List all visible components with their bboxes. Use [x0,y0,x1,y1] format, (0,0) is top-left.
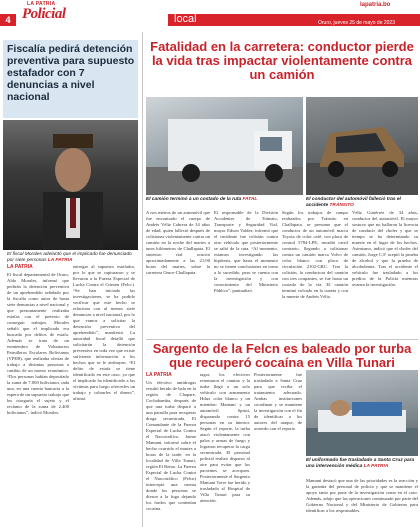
right-col-4: Véliz Gutiérrez de 34 años, conductor del automóvil. El mayor sostuvo que no hallaron la licencia de conducir del chofer y que se tiempo se ha determinado su muerte en el lugar de los hechos. Asimismo, indicó que el chofer del camión, Jorge C.F. aceptó la prueba de alcohol y que la prueba de alcoholemia. Tras el accidente el vehículo fue trasladado a los predios de la Policía mientras avanza la investigación. [352,210,418,287]
truck-caption-text: El camión terminó a un costado de la ruta [146,197,242,202]
prosecutor-photo-icon [3,120,138,250]
right-col-1: A nos metros de un automóvil que fue encontrado el cuerpo de Andrés Véliz Cabrera de 34 años de edad, quien falleció después de colisionar violentamente contra un camión en la noche del martes a unos kilómetros de Challapata. El siniestro vial ocurrió aproximadamente a las 21:00 horas del martes, sobre la carretera Oruro-Challapata. [146,210,210,275]
section-divider [146,339,418,340]
left-col-1: El fiscal departamental de Oruro, Aldo Morales, informó que pedirán la detención preventiva de un aprehendido señalado por la fiscalía como autor de hasta siete denuncias a nivel nacional y que presuntamente realizaba estafas con el pretexto de conseguir trabajos. Morales señaló que el implicado era buscado por delitos de estafa. Además se trata de un exmiembro de Voluntarios Patrulleros Escolares Bolivianos (VPEB), que realizaba ofertas de trabajo a distintas personas a cambio de un monto económico. “Dos personas habían depositado la suma de 7.000 bolivianos cada una, en una cuenta bancaria a la espera de un supuesto trabajo que les otorgaría el sujeto y el reclamo de la suma de 2.400 bolivianos”, indicó Morales. [7,272,69,415]
left-caption-credit: LA PATRIA [47,258,73,263]
page-number: 4 [0,14,16,26]
car-caption [306,197,418,209]
logo-masthead: LA PATRIA [27,1,56,7]
hospital-caption-text: El uniformado fue trasladado a Santa Cruz para una intervención médica [306,458,415,469]
bottom-col-2: tagor, los efectivos retomaron el camino y la turba llegó a un solo vehículo con armamento Hilux color blanco y un miembro Mamani y un automóvil Sprint, disparando contra 15 personas en su interior. Según el reporte, la turba atacó violentamente con palos y armas de fuego y lograron recuperar la carga secuestrada. El personal policial realizó disparos al aire para evitar que los pacientes se acerquen. Posteriormente el Sargento Mamani Torre fue herido y trasladado al Hospital de Villa Tunari para su atención. [200,372,250,503]
bottom-byline: LA PATRIA [146,372,172,378]
left-caption-text: El fiscal Morales adelantó que el implicado fue denunciado por siete personas [7,252,132,263]
hospital-photo [306,370,418,456]
wrecked-car-icon [306,97,418,195]
dateline: Oruro, jueves 25 de mayo de 2023 [318,20,395,26]
left-byline: LA PATRIA [7,264,33,270]
car-photo [306,97,418,195]
right-col-2: El responsable de la División Accidentes de Tránsito, Transporte y Seguridad Vial, mayor Edson Valdez, informó que el incidente fue colisión contra otro vehículo que posteriormente se salió de la ruta. “Al momento, estamos investigando las hipótesis, que hasta el momento no se tienen conclusiones en torno a lo sucedido, pero se cuenta con la investigación y con conocimiento del Ministerio Público”, puntualizó. [214,210,278,293]
truck-caption [146,197,303,203]
bottom-col-4: Mamani destacó que una de las prioridades es la reacción y la garantía del personal de policía y que se mantiene el apoyo tanto por parte de la investigación como en el caso. Además, adujo que las operaciones continuarán por parte del Gobierno Nacional y del Ministerio de Gobierno para identificar a los responsables. [306,478,418,513]
right-headline: Fatalidad en la carretera: conductor pierde la vida tras impactar violentamente contra un camión [150,39,414,82]
left-photo-caption [7,252,135,264]
left-col-2: entregar al supuesto estafador, por lo que se capturaron y se llevaron a la Fuerza Especial de Lucha Contra el Crimen (Felcc). “Se han iniciado las investigaciones, se ha podido verificar que este hecho se relaciona con al menos siete denuncias a nivel nacional, por lo que vamos a solicitar la detención preventiva del aprehendido”, manifestó. La autoridad fiscal detalló que solicitarán la detención preventiva en toda vez que existe suficiente información a los hechos que se le atribuyen. “El delito de estafa se tiene identificado en este caso, ya que el implicado ha identificado a las víctimas para luego ofrecerles un trabajo y cobrarles el dinero”, afirmó. [73,264,135,401]
truck-caption-credit: FATAL [242,197,258,202]
section-label: local [174,13,197,25]
site-url: lapatria.bo [360,2,391,8]
left-photo [3,120,138,250]
bottom-col-1: Un efectivo antidrogas resultó herido de bala en la región de Chapare, Cochabamba, después de que una turba disparó a una patrulla para recuperar droga secuestrada. El Comandante de la Fuerza Especial de Lucha Contra el Narcotráfico, Jaime Mamani, informó sobre el hecho ocurrido el martes a horas de la tarde, en la localidad de Villa Tunari, región El Reino. La Fuerza Especial de Lucha Contra el Narcotráfico (Felcn) interceptó una cuenta donde los personas se dieron a la fuga dejando los fardos que contenían cocaína. [146,380,196,511]
column-divider [142,32,143,527]
patient-stretcher-icon [306,370,418,456]
hospital-caption-credit: LA PATRIA [363,464,389,469]
car-caption-text: El conductor del automóvil falleció tras el accidente [306,197,401,208]
bottom-headline: Sargento de la Felcn es baleado por turba que recuperó cocaína en Villa Tunari [152,341,412,370]
left-headline: Fiscalía pedirá detención preventiva para supuesto estafador con 7 denuncias a nivel nacional [7,43,135,103]
bottom-col-3: Posteriormente fue trasladado a Santa Cruz para que reciba el tratamiento adecuado. Ambas instituciones coordinan y se mantiene la investigación con el fin de identificar a los autores del ataque, de acuerdo con el reporte. [254,372,302,431]
logo-section-name: Policial [22,6,66,22]
truck-photo [146,97,303,195]
truck-icon [146,97,303,195]
right-col-3: Según los trabajos de campo realizados por Tránsito en Challapata, se presume que el conductor de un automóvil marca Toyota de color café, con placa de control 5784-LPE, invadió carril contrario, llegando a colisionar contra un camión marca Volvo de color blanco con placa de circulación 2102-GRC. Tras la colisión, la conductora del camión con tres ocupantes, se fue hasta un costado de la vía. El camión terminó volcado en la cuneta y con la muerte de Andrés Véliz. [282,210,348,299]
car-caption-credit: TRÁNSITO [329,203,354,208]
hospital-caption [306,458,418,470]
